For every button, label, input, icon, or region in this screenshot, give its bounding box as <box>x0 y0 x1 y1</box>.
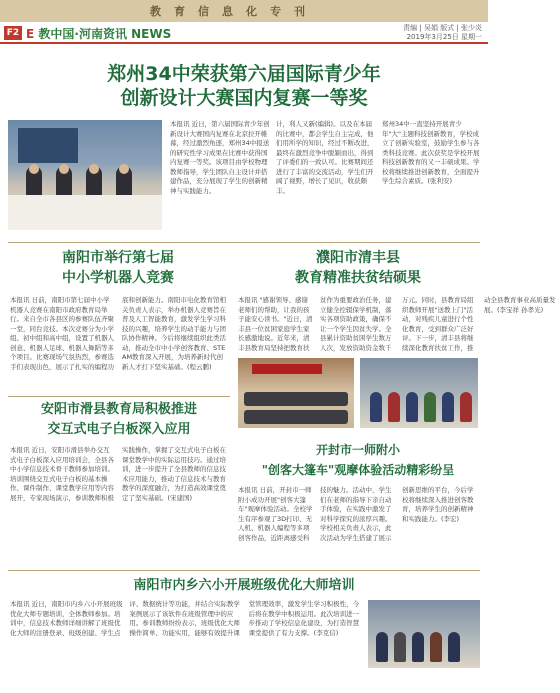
puyang-photo <box>238 358 354 428</box>
lead-body-col1: 本报讯 近日，第六届国际青少年创新设计大赛国内复赛在北京拉开帷幕，经过激烈角逐，郑州34中报送的研究性学习成果在比赛中获得国内复赛一等奖。该项目由学校物理教师指导，学生团队自主设计并搭建作品，充分展现了学生的创新精神与实践能力。 <box>170 120 270 195</box>
nanyang-headline-line1: 南阳市举行第七届 <box>62 250 174 266</box>
photo-person <box>376 632 388 662</box>
lead-body-col3: 郑州34中一直坚持开展青少年"大"主题科技创新教育，学校成立了创新实验室，鼓励学生参与各类科技竞赛。此次获奖是学校开展科技创新教育的又一丰硕成果。学校将继续推进创新教育，全面提升学生综合素质。(张利安) <box>382 120 480 185</box>
photo-child <box>406 392 418 422</box>
photo-child <box>460 392 472 422</box>
anyang-headline-line1: 安阳市滑县教育局积极推进 <box>40 402 197 417</box>
puyang-headline-line1: 濮阳市清丰县 <box>316 250 400 266</box>
photo-person <box>412 632 424 662</box>
puyang-headline-line2: 教育精准扶贫结硕果 <box>295 270 421 286</box>
photo-banner <box>252 364 322 374</box>
kaifeng-headline-line2: "创客大篷车"观摩体验活动精彩纷呈 <box>261 463 455 477</box>
photo-person-head <box>29 164 39 174</box>
anyang-headline-line2: 交互式电子白板深入应用 <box>47 422 191 437</box>
kaifeng-body: 本报讯 日前，开封市一师附小成功开展"创客大篷车"观摩体验活动。全校学生有序参观了3D打印、无人机、机器人编程等多项创客作品，近距离感受科技的魅力。活动中，学生们在老师的指导下亲自动手体验，在实践中激发了对科学探究的浓厚兴趣。学校相关负责人表示，此次活动为学生搭建了展示创新思维的平台，今后学校将继续深入推进创客教育，培养学生的创新精神和实践能力。(李宏) <box>238 486 474 542</box>
lead-headline-line1: 郑州34中荣获第六届国际青少年 <box>107 63 381 85</box>
photo-person-head <box>119 164 129 174</box>
photo-table <box>8 195 162 230</box>
neixiang-headline: 南阳市内乡六小开展班级优化大师培训 <box>133 578 355 593</box>
divider <box>8 396 230 397</box>
nanyang-headline-line2: 中小学机器人竞赛 <box>62 270 174 286</box>
photo-child <box>388 392 400 422</box>
masthead-band-text: 教育信息化专刊 <box>150 5 318 18</box>
photo-person <box>448 632 460 662</box>
kaifeng-headline-line1: 开封市一师附小 <box>315 443 400 457</box>
lead-photo <box>8 120 162 230</box>
page-code: F2 <box>4 26 22 40</box>
neixiang-body: 本报讯 近日，南阳市内乡六小开展班级优化大师专题培训，全体教师参加。培训中，信息技术教师详细讲解了班级优化大师的注册登录、班级创建、学生点评、数据统计等功能，并结合实际教学案例展示了该软件在班级管理中的应用。参训教师纷纷表示，班级优化大师操作简单、功能实用，能够有效提升课堂管理效率，激发学生学习积极性，今后将在教学中积极运用。此次培训进一步推动了学校信息化建设，为打造智慧课堂提供了有力支撑。(李克信) <box>10 600 360 637</box>
photo-person-head <box>59 164 69 174</box>
photo-person <box>430 632 442 662</box>
photo-child <box>424 392 436 422</box>
lead-headline-line2: 创新设计大赛国内复赛一等奖 <box>120 87 368 109</box>
date-line: 2019年3月25日 星期一 <box>406 33 482 41</box>
masthead-band <box>0 0 488 22</box>
page-header <box>0 22 488 44</box>
neixiang-photo <box>368 600 480 668</box>
puyang-photo-2 <box>360 358 478 428</box>
photo-person-head <box>89 164 99 174</box>
issue-info <box>403 24 482 42</box>
section-title <box>26 25 171 42</box>
kaifeng-headline <box>236 440 480 480</box>
photo-screen <box>18 128 78 163</box>
divider <box>8 242 480 243</box>
divider <box>8 570 480 571</box>
photo-audience-row <box>244 392 348 406</box>
photo-audience-row <box>244 410 348 424</box>
photo-child <box>442 392 454 422</box>
photo-child <box>370 392 382 422</box>
puyang-headline <box>236 248 480 288</box>
nanyang-body: 本报讯 日前，南阳市第七届中小学机器人竞赛在南阳市政府教育局举行。来自全市各县区的参赛队伍齐聚一堂，同台竞技。本次竞赛分为小学组、初中组和高中组，设置了机器人创意、机器人足球、机器人舞蹈等多个项目。比赛现场气氛热烈，参赛选手们表现出色，展示了扎实的编程功底和创新能力。南阳市电化教育馆相关负责人表示，举办机器人竞赛旨在普及人工智能教育，激发学生学习科技的兴趣，培养学生的动手能力与团队协作精神。今后将继续组织此类活动，推动全市中小学创客教育、STEAM教育深入开展，为培养新时代创新人才打下坚实基础。(程云鹏) <box>10 296 226 371</box>
lead-headline <box>0 62 488 110</box>
anyang-body: 本报讯 近日，安阳市滑县举办交互式电子白板深入应用培训会，全县各中小学信息技术骨干教师参加培训。培训围绕交互式电子白板的基本操作、课件制作、课堂教学应用等内容展开，专家现场演示，参训教师积极实践操作，掌握了交互式电子白板在课堂教学中的实际运用技巧。通过培训，进一步提升了全县教师的信息技术应用能力，推动了信息技术与教育教学的深度融合，为打造高效课堂奠定了坚实基础。(宋建国) <box>10 446 226 502</box>
nanyang-headline <box>8 248 228 288</box>
section-prefix: E <box>26 27 35 41</box>
puyang-body: 本报讯 "感谢领导、感谢老师们的帮助，让我的孩子能安心读书。"近日，清丰县一位贫困家庭学生家长感激地说。近年来，清丰县教育局坚持把教育扶贫作为重要政治任务，建立健全控辍保学机制，落实各项资助政策，确保不让一个学生因贫失学。全县累计资助贫困学生数万人次，发放资助资金数千万元。同时，县教育局组织教师开展"送教上门"活动，对残疾儿童进行个性化教育，受到群众广泛好评。下一步，清丰县将继续深化教育扶贫工作，推动全县教育事业高质量发展。(李宝祥 孙孝光) <box>238 296 556 352</box>
anyang-headline <box>8 400 230 440</box>
lead-body-col2: 计，利人又新(编辑)。以及在本届的比赛中，都会学生自主完成，他们用所学的知识，经过不断改进，最终在激烈竞争中脱颖而出，得到了评委们的一致认可。比赛期间还进行了丰富的交流活动，学生们开阔了视野，增长了见识，收获颇丰。 <box>276 120 374 195</box>
photo-person <box>394 632 406 662</box>
editor-line: 责编 | 吴娟 版式 | 张少炎 <box>403 24 482 32</box>
section-name: 教中国·河南资讯 NEWS <box>38 27 172 41</box>
